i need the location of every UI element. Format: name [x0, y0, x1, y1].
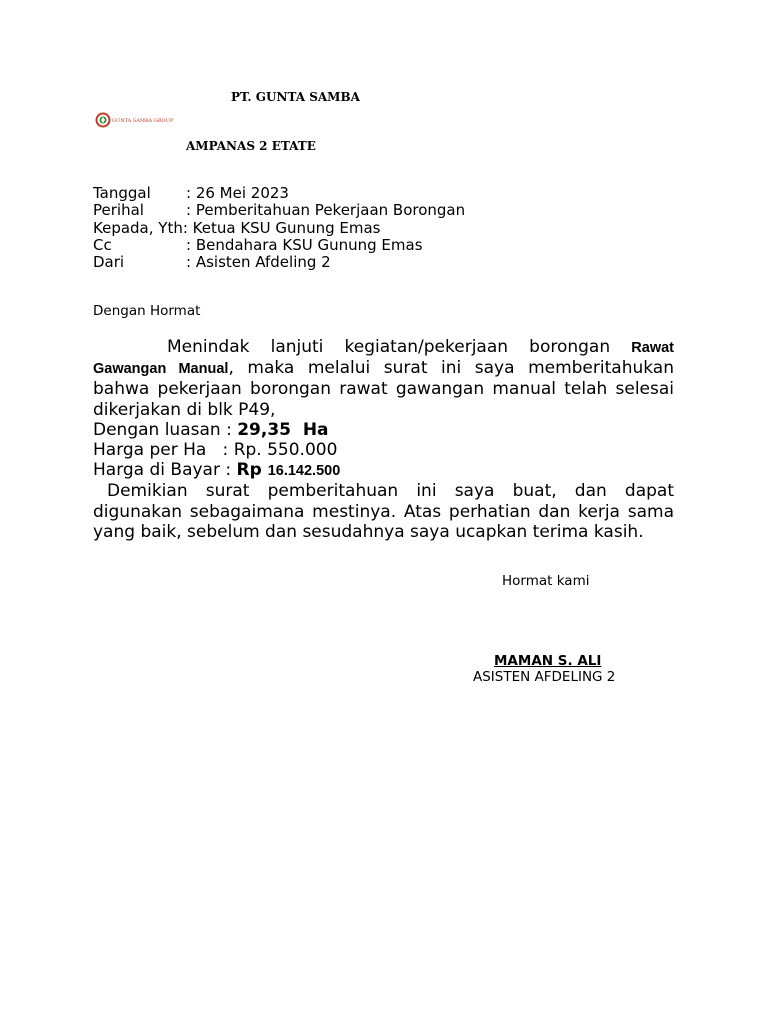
signer-title: ASISTEN AFDELING 2 [473, 669, 616, 685]
luasan-value: 29,35 Ha [237, 419, 329, 440]
meta-row-cc [93, 237, 465, 254]
harga-bayar-value: 16.142.500 [267, 463, 341, 480]
harga-bayar-label: Harga di Bayar : [93, 460, 237, 481]
kepada-value: Ketua KSU Gunung Emas [187, 218, 381, 237]
cc-value: : Bendahara KSU Gunung Emas [186, 235, 423, 254]
company-logo [95, 109, 174, 131]
dari-label: Dari [93, 253, 125, 272]
tanggal-value: : 26 Mei 2023 [186, 184, 289, 202]
p1-bold: Rawat Gawangan Manual [93, 340, 674, 378]
logo-text: GUNTA SAMBA GROUP [112, 118, 174, 124]
letter-body [93, 337, 674, 542]
luasan-line [93, 420, 674, 440]
meta-row-kepada [93, 220, 465, 237]
salutation: Dengan Hormat [93, 303, 201, 319]
p1-start: Menindak lanjuti kegiatan/pekerjaan borongan [167, 337, 632, 357]
meta-row-tanggal [93, 185, 465, 202]
meta-row-dari [93, 254, 465, 271]
meta-row-perihal [93, 202, 465, 219]
tanggal-label: Tanggal [93, 184, 151, 202]
harga-bayar-rp: Rp [236, 460, 268, 481]
estate-name: AMPANAS 2 ETATE [186, 139, 316, 153]
p1-rest: , maka melalui surat ini saya memberitahukan bahwa pekerjaan borongan rawat gawangan manual telah selesai dikerjakan di blk P49, [93, 358, 674, 420]
signer-name: MAMAN S. ALI [494, 653, 602, 669]
letter-meta [93, 185, 465, 271]
perihal-label: Perihal [93, 201, 144, 220]
paragraph-1 [93, 337, 674, 420]
harga-ha-line: Harga per Ha : Rp. 550.000 [93, 440, 338, 461]
cc-label: Cc [93, 235, 112, 254]
dari-value: : Asisten Afdeling 2 [186, 253, 331, 272]
harga-bayar-line [93, 460, 674, 481]
kepada-label: Kepada, Yth: [93, 218, 188, 237]
luasan-label: Dengan luasan : [93, 419, 238, 440]
paragraph-2: Demikian surat pemberitahuan ini saya buat, dan dapat digunakan sebagaimana mestinya. Atas perhatian dan kerja sama yang baik, sebelum dan sesudahnya saya ucapkan terima kasih. [93, 481, 674, 542]
company-name: PT. GUNTA SAMBA [231, 90, 360, 104]
perihal-value: : Pemberitahuan Pekerjaan Borongan [186, 201, 466, 220]
closing: Hormat kami [502, 573, 590, 589]
